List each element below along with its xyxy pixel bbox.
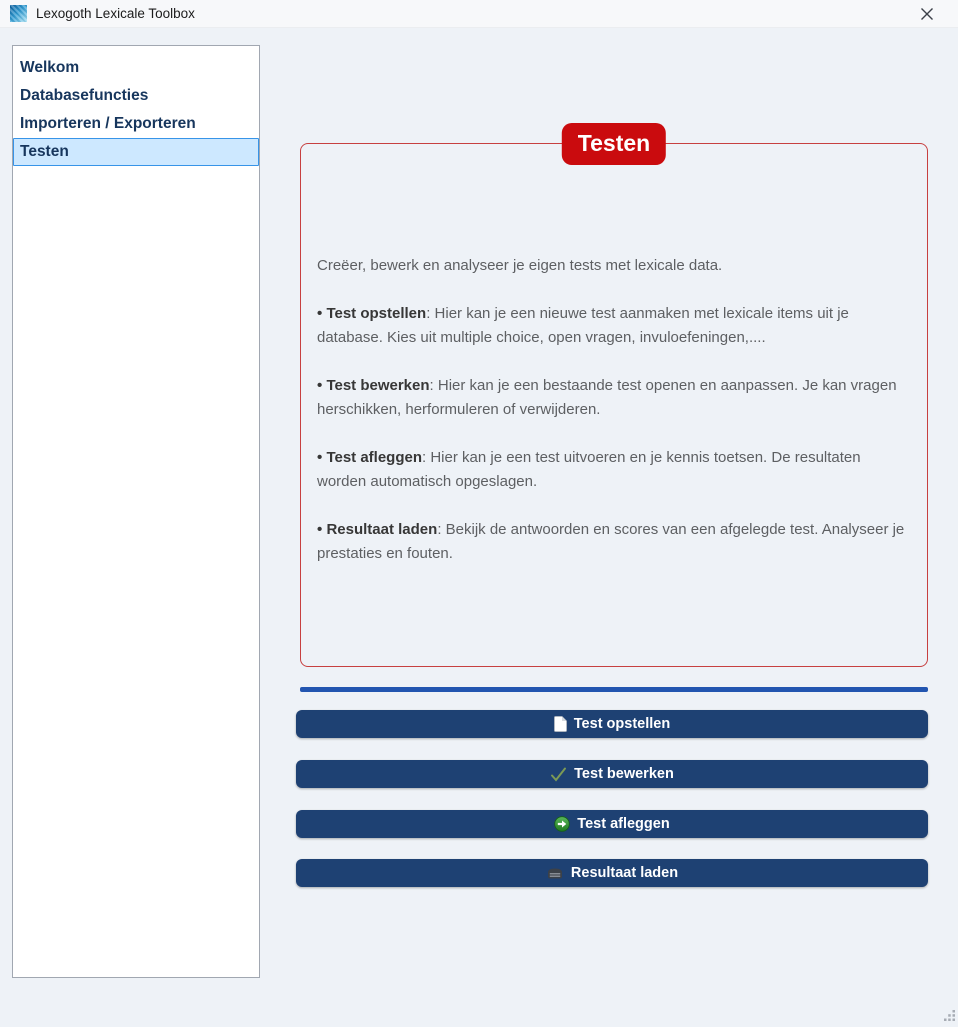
test-bewerken-button[interactable] — [296, 760, 928, 788]
button-label: Test bewerken — [574, 766, 674, 782]
checkmark-icon — [550, 767, 567, 782]
test-opstellen-button[interactable] — [296, 710, 928, 738]
app-logo-icon — [10, 5, 27, 22]
testen-info-panel — [300, 130, 928, 667]
feature-resultaat-laden: • Resultaat laden: Bekijk de antwoorden en scores van een afgelegde test. Analyseer je prestaties en fouten. — [317, 521, 905, 562]
sidebar-item-welkom[interactable]: Welkom — [20, 59, 80, 76]
feature-test-afleggen: • Test afleggen: Hier kan je een test uitvoeren en je kennis toetsen. De resultaten worden automatisch opgeslagen. — [317, 449, 861, 490]
drive-icon — [546, 867, 564, 880]
section-divider — [300, 687, 928, 692]
sidebar — [12, 45, 260, 978]
sidebar-item-databasefuncties[interactable]: Databasefuncties — [20, 87, 149, 104]
panel-title-badge: Testen — [562, 123, 666, 165]
feature-test-opstellen: • Test opstellen: Hier kan je een nieuwe test aanmaken met lexicale items uit je database. Kies uit multiple choice, open vragen, invuloefeningen,.... — [317, 305, 849, 346]
close-icon — [920, 7, 934, 21]
window-title: Lexogoth Lexicale Toolbox — [36, 6, 195, 21]
intro-text: Creëer, bewerk en analyseer je eigen tests met lexicale data. — [317, 257, 723, 274]
resize-grip[interactable] — [943, 1009, 956, 1022]
arrow-right-circle-icon — [554, 816, 570, 832]
document-icon — [554, 716, 567, 732]
button-label: Resultaat laden — [570, 865, 679, 881]
feature-test-bewerken: • Test bewerken: Hier kan je een bestaande test openen en aanpassen. Je kan vragen herschikken, herformuleren of verwijderen. — [317, 377, 897, 418]
titlebar — [0, 0, 958, 28]
test-afleggen-button[interactable] — [296, 810, 928, 838]
close-button[interactable] — [906, 0, 948, 28]
button-label: Test opstellen — [573, 716, 671, 732]
resultaat-laden-button[interactable] — [296, 859, 928, 887]
sidebar-item-importeren-exporteren[interactable]: Importeren / Exporteren — [20, 115, 196, 132]
button-label: Test afleggen — [577, 816, 670, 832]
sidebar-item-testen[interactable]: Testen — [13, 138, 259, 166]
panel-description — [301, 144, 927, 566]
